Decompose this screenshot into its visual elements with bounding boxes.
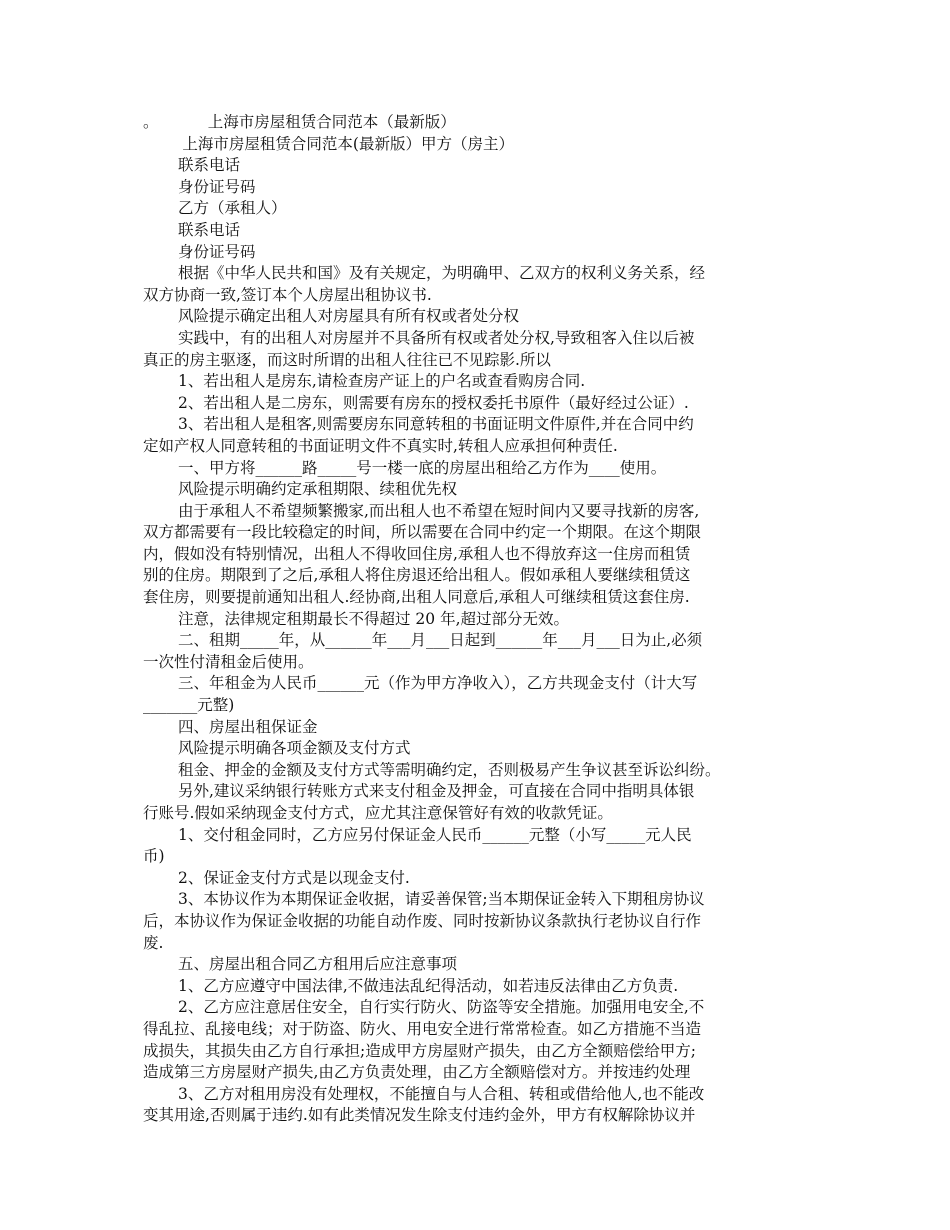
document-text-line: 双方都需要有一段比较稳定的时间，所以需要在合同中约定一个期限。在这个期限 xyxy=(143,523,702,542)
document-text-line: _______元整) xyxy=(143,696,235,715)
document-text-line: 风险提示确定出租人对房屋具有所有权或者处分权 xyxy=(178,307,520,326)
document-text-line: 3、乙方对租用房没有处理权，不能擅自与人合租、转租或借给他人,也不能改 xyxy=(178,1084,705,1103)
document-text-line: 实践中，有的出租人对房屋并不具备所有权或者处分权,导致租客入住以后被 xyxy=(178,328,695,347)
document-text-line: 3、本协议作为本期保证金收据，请妥善保管;当本期保证金转入下期租房协议 xyxy=(178,890,705,909)
document-text-line: 另外,建议采纳银行转账方式来支付租金及押金，可直接在合同中指明具体银 xyxy=(178,782,695,801)
document-text-line: 乙方（承租人） xyxy=(178,199,287,218)
document-text-line: 定如产权人同意转租的书面证明文件不真实时,转租人应承担何种责任. xyxy=(143,436,618,455)
document-text-line: 1、若出租人是房东,请检查房产证上的户名或查看购房合同. xyxy=(178,372,586,391)
document-title-line: 上海市房屋租赁合同范本(最新版）甲方（房主） xyxy=(143,134,514,153)
document-text-line: 2、若出租人是二房东，则需要有房东的授权委托书原件（最好经过公证）. xyxy=(178,393,689,412)
document-text-line: 币) xyxy=(143,847,165,866)
document-text-line: 联系电话 xyxy=(178,156,241,175)
document-text-line: 身份证号码 xyxy=(178,242,256,261)
document-text-line: 1、乙方应遵守中国法律,不做违法乱纪得活动，如若违反法律由乙方负责. xyxy=(178,976,679,995)
document-text-line: 1、交付租金同时，乙方应另付保证金人民币______元整（小写_____元人民 xyxy=(178,825,692,844)
document-text-line: 联系电话 xyxy=(178,220,241,239)
document-text-line: 三、年租金为人民币______元（作为甲方净收入），乙方共现金支付（计大写 xyxy=(178,674,698,693)
document-text-line: 成损失，其损失由乙方自行承担;造成甲方房屋财产损失，由乙方全额赔偿给甲方; xyxy=(143,1041,696,1060)
document-text-line: 真正的房主驱逐，而这时所谓的出租人往往已不见踪影.所以 xyxy=(143,350,551,369)
document-text-line: 一次性付清租金后使用。 xyxy=(143,652,314,671)
document-text-line: 租金、押金的金额及支付方式等需明确约定，否则极易产生争议甚至诉讼纠纷。 xyxy=(178,760,721,779)
document-text-line: 2、乙方应注意居住安全，自行实行防火、防盗等安全措施。加强用电安全,不 xyxy=(178,998,705,1017)
document-text-line: 变其用途,否则属于违约.如有此类情况发生除支付违约金外，甲方有权解除协议并 xyxy=(143,1106,696,1125)
document-text-line: 别的住房。期限到了之后,承租人将住房退还给出租人。假如承租人要继续租赁这 xyxy=(143,566,691,585)
document-text-line: 3、若出租人是租客,则需要房东同意转租的书面证明文件原件,并在合同中约 xyxy=(178,415,694,434)
document-text-line: 风险提示明确各项金额及支付方式 xyxy=(178,739,411,758)
document-text-line: 四、房屋出租保证金 xyxy=(178,717,318,736)
document-text-line: 身份证号码 xyxy=(178,177,256,196)
contract-body xyxy=(143,112,813,1127)
document-text-line: 行账号.假如采纳现金支付方式，应尤其注意保管好有效的收款凭证。 xyxy=(143,804,613,822)
document-text-line: 注意，法律规定租期最长不得超过 20 年,超过部分无效。 xyxy=(178,609,570,628)
document-text-line: 后，本协议作为保证金收据的功能自动作废、同时按新协议条款执行老协议自行作 xyxy=(143,911,702,930)
document-text-line: 一、甲方将______路_____号一楼一底的房屋出租给乙方作为____使用。 xyxy=(178,458,667,477)
document-title-line: 。 上海市房屋租赁合同范本（最新版） xyxy=(143,113,456,131)
document-text-line: 五、房屋出租合同乙方租用后应注意事项 xyxy=(178,955,458,974)
document-text-line: 风险提示明确约定承租期限、续租优先权 xyxy=(178,480,458,499)
document-text-line: 二、租期_____年，从______年___月___日起到______年___月___日为止,必须 xyxy=(178,631,703,650)
document-text-line: 由于承租人不希望频繁搬家,而出租人也不希望在短时间内又要寻找新的房客, xyxy=(178,501,700,520)
document-text-line: 套住房，则要提前通知出租人.经协商,出租人同意后,承租人可继续租赁这套住房. xyxy=(143,588,690,607)
document-text-line: 根据《中华人民共和国》及有关规定，为明确甲、乙双方的权利义务关系，经 xyxy=(178,264,706,283)
document-text-line: 得乱拉、乱接电线；对于防盗、防火、用电安全进行常常检查。如乙方措施不当造 xyxy=(143,1019,702,1038)
document-text-line: 2、保证金支付方式是以现金支付. xyxy=(178,868,410,887)
document-text-line: 双方协商一致,签订本个人房屋出租协议书. xyxy=(143,285,432,304)
document-text-line: 造成第三方房屋财产损失,由乙方负责处理，由乙方全额赔偿对方。并按违约处理 xyxy=(143,1063,691,1082)
document-text-line: 内，假如没有特别情况，出租人不得收回住房,承租人也不得放弃这一住房而租赁 xyxy=(143,544,691,563)
document-text-line: 废. xyxy=(143,933,164,952)
